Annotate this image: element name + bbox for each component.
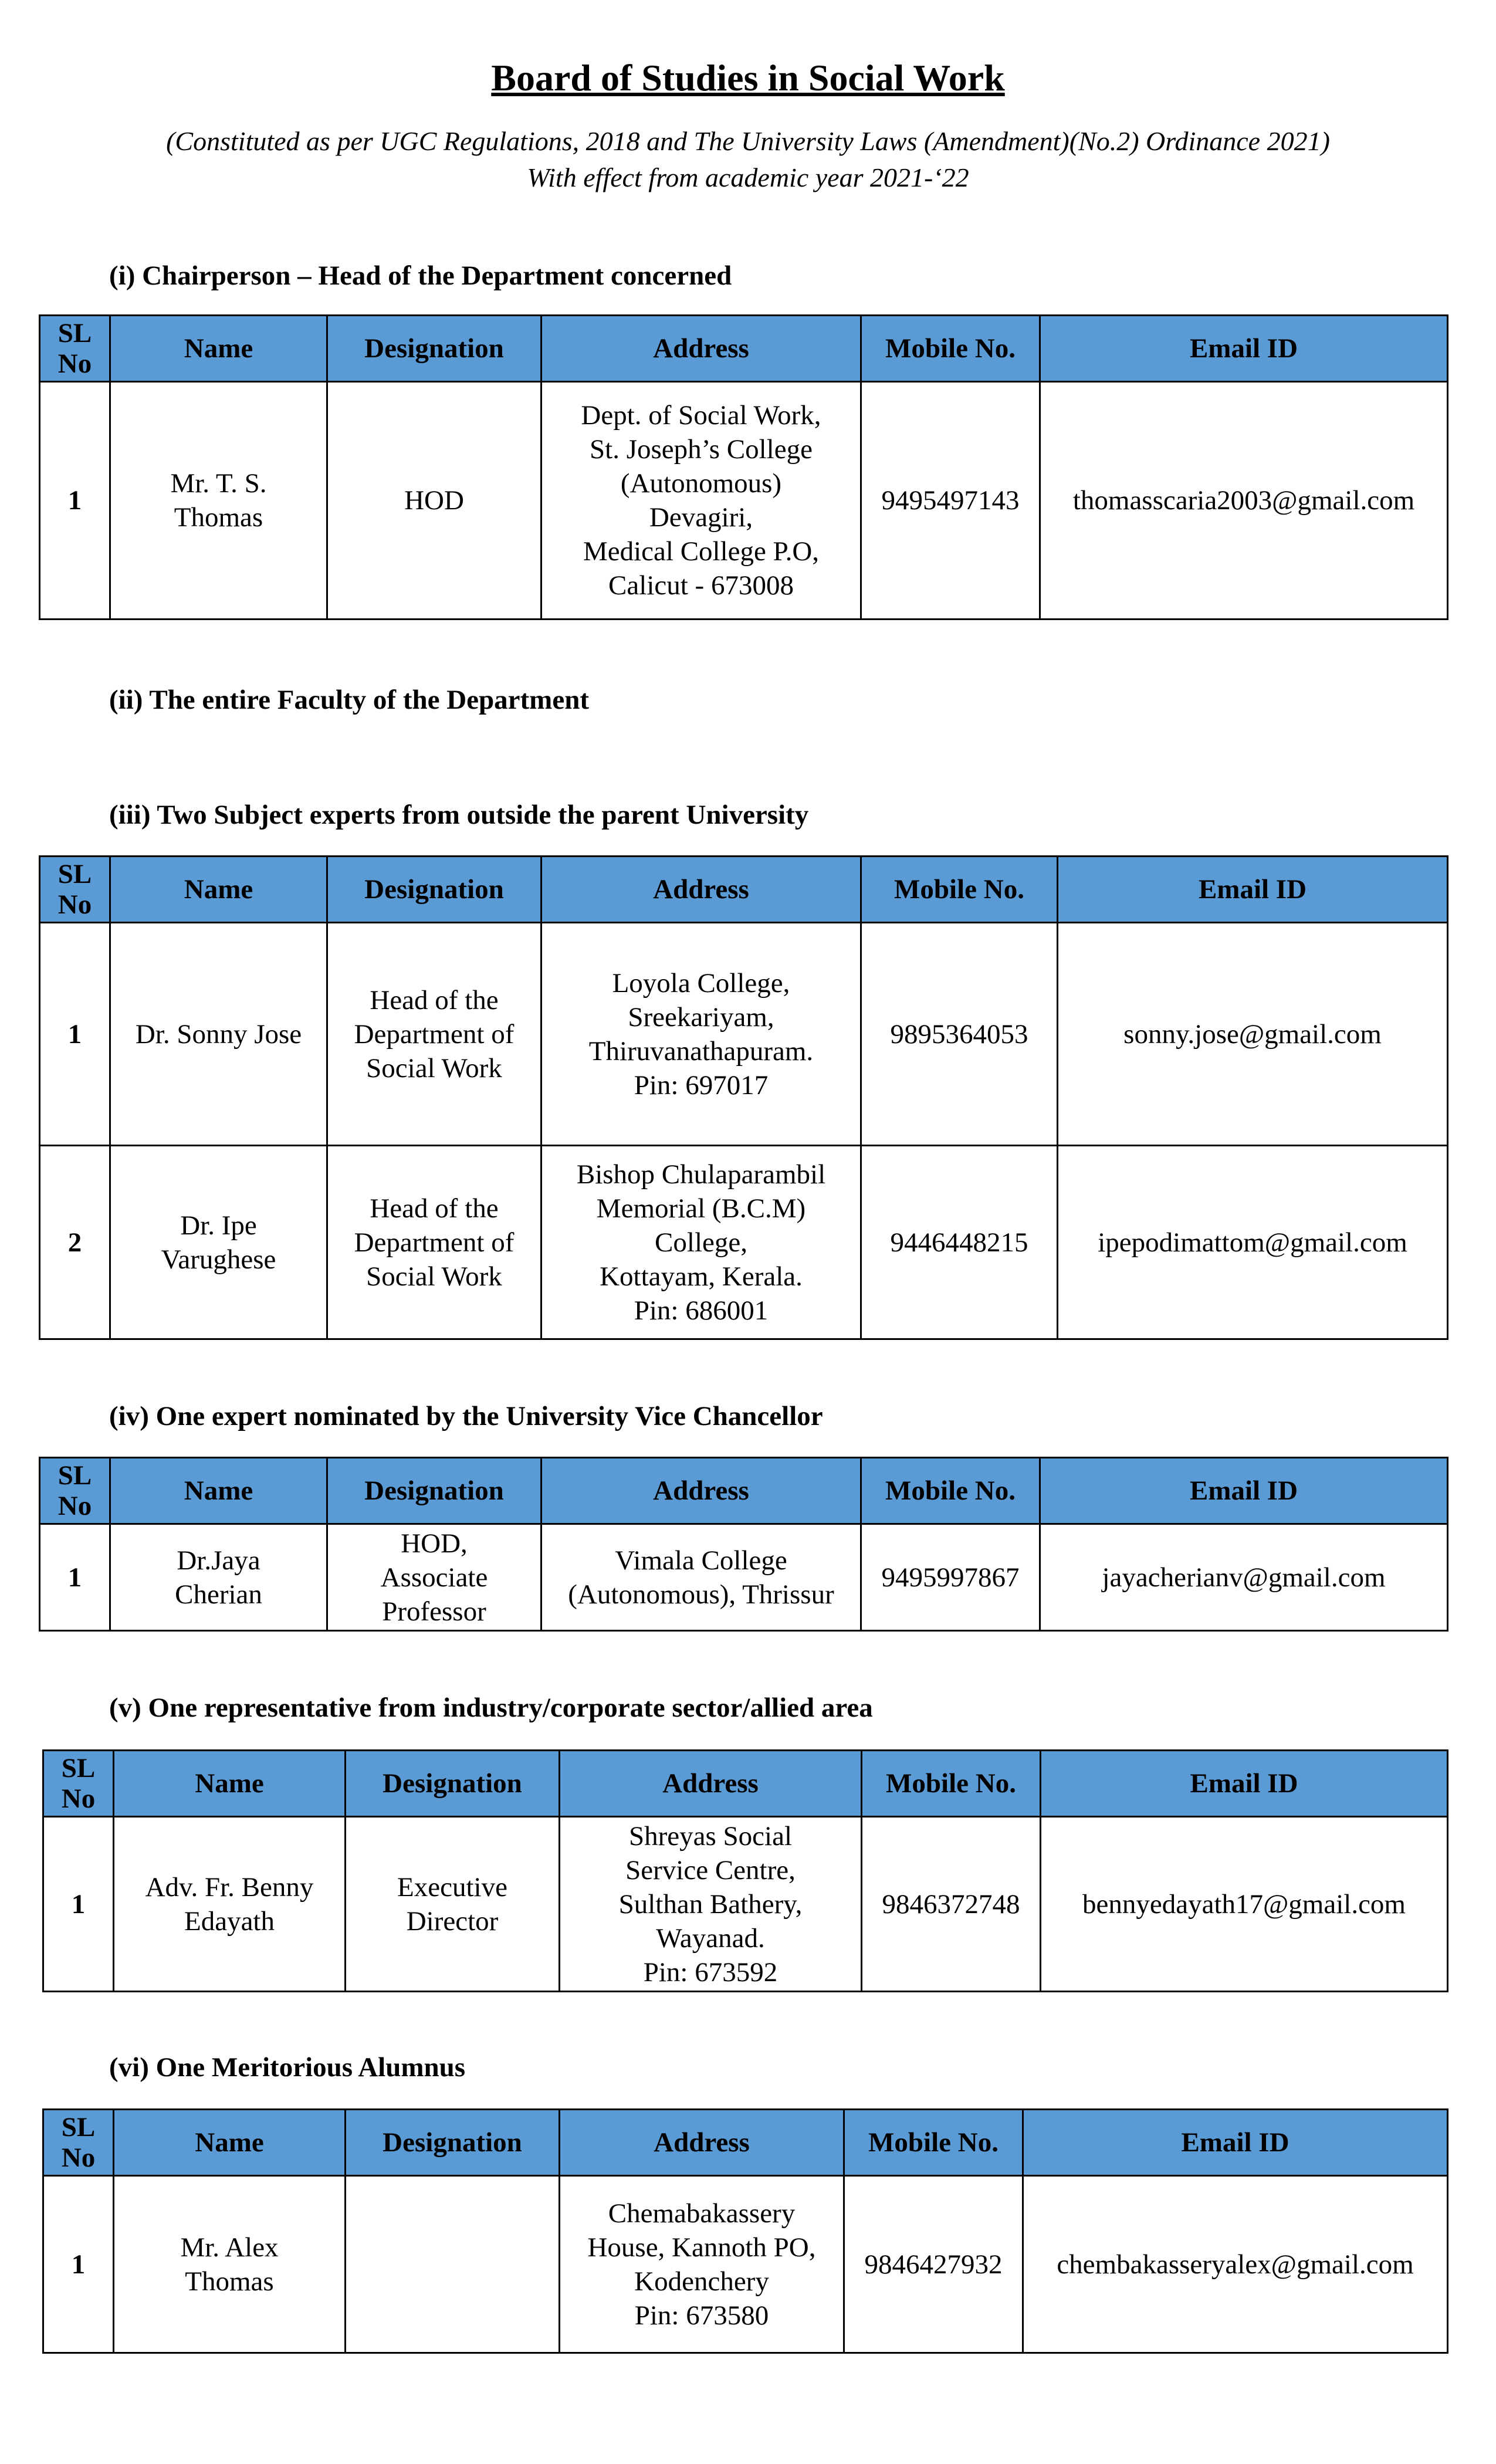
email-cell: ipepodimattom@gmail.com <box>1058 1146 1448 1339</box>
header-name: Name <box>110 857 327 923</box>
header-designation: Designation <box>327 1458 541 1524</box>
designation-cell: HOD, Associate Professor <box>327 1524 541 1631</box>
header-mobile: Mobile No. <box>844 2110 1023 2176</box>
name-cell: Dr. Ipe Varughese <box>110 1146 327 1339</box>
header-address: Address <box>541 1458 861 1524</box>
table-row <box>43 2176 1448 2353</box>
section-heading-vc-nominee: (iv) One expert nominated by the University Vice Chancellor <box>109 1401 823 1431</box>
header-designation: Designation <box>346 1751 560 1817</box>
header-sl-no: SL No <box>43 1751 114 1817</box>
table-row <box>40 1524 1448 1631</box>
page-title: Board of Studies in Social Work <box>491 57 1005 99</box>
address-cell: Bishop Chulaparambil Memorial (B.C.M) College, Kottayam, Kerala. Pin: 686001 <box>541 1146 861 1339</box>
name-cell: Dr.Jaya Cherian <box>110 1524 327 1631</box>
mobile-cell: 9446448215 <box>861 1146 1058 1339</box>
designation-cell: Head of the Department of Social Work <box>327 1146 541 1339</box>
address-cell: Vimala College (Autonomous), Thrissur <box>541 1524 861 1631</box>
address-cell: Chemabakassery House, Kannoth PO, Kodenchery Pin: 673580 <box>560 2176 844 2353</box>
table-row <box>40 923 1448 1146</box>
section-heading-faculty: (ii) The entire Faculty of the Department <box>109 685 589 715</box>
table-header-row <box>40 316 1448 382</box>
section-heading-subject-experts: (iii) Two Subject experts from outside the parent University <box>109 800 809 830</box>
designation-cell: Head of the Department of Social Work <box>327 923 541 1146</box>
sl-no-cell: 1 <box>43 2176 114 2353</box>
name-cell: Adv. Fr. Benny Edayath <box>114 1817 346 1992</box>
mobile-cell: 9846372748 <box>862 1817 1041 1992</box>
header-designation: Designation <box>327 316 541 382</box>
page-effective-date: With effect from academic year 2021-‘22 <box>527 163 969 192</box>
header-mobile: Mobile No. <box>861 857 1058 923</box>
header-sl-no: SL No <box>40 857 110 923</box>
header-mobile: Mobile No. <box>861 1458 1040 1524</box>
header-designation: Designation <box>346 2110 560 2176</box>
mobile-cell: 9495497143 <box>861 382 1040 620</box>
header-name: Name <box>110 1458 327 1524</box>
sl-no-cell: 1 <box>40 923 110 1146</box>
vc-nominee-table <box>39 1457 1448 1632</box>
header-email: Email ID <box>1041 1751 1448 1817</box>
address-cell: Loyola College, Sreekariyam, Thiruvanathapuram. Pin: 697017 <box>541 923 861 1146</box>
sl-no-cell: 1 <box>43 1817 114 1992</box>
table-row <box>40 1146 1448 1339</box>
mobile-cell: 9846427932 <box>844 2176 1023 2353</box>
sl-no-cell: 1 <box>40 1524 110 1631</box>
section-heading-chairperson: (i) Chairperson – Head of the Department concerned <box>109 260 732 291</box>
email-cell: chembakasseryalex@gmail.com <box>1023 2176 1448 2353</box>
header-address: Address <box>541 857 861 923</box>
sl-no-cell: 1 <box>40 382 110 620</box>
header-email: Email ID <box>1058 857 1448 923</box>
sl-no-cell: 2 <box>40 1146 110 1339</box>
header-designation: Designation <box>327 857 541 923</box>
table-header-row <box>43 2110 1448 2176</box>
designation-cell: Executive Director <box>346 1817 560 1992</box>
header-mobile: Mobile No. <box>862 1751 1041 1817</box>
designation-cell: HOD <box>327 382 541 620</box>
header-name: Name <box>114 1751 346 1817</box>
header-address: Address <box>560 1751 862 1817</box>
email-cell: thomasscaria2003@gmail.com <box>1040 382 1448 620</box>
header-name: Name <box>114 2110 346 2176</box>
name-cell: Mr. Alex Thomas <box>114 2176 346 2353</box>
email-cell: jayacherianv@gmail.com <box>1040 1524 1448 1631</box>
table-row <box>40 382 1448 620</box>
name-cell: Mr. T. S. Thomas <box>110 382 327 620</box>
industry-rep-table <box>42 1749 1448 1992</box>
header-sl-no: SL No <box>40 316 110 382</box>
table-header-row <box>40 857 1448 923</box>
subject-experts-table <box>39 855 1448 1340</box>
table-row <box>43 1817 1448 1992</box>
header-name: Name <box>110 316 327 382</box>
header-address: Address <box>560 2110 844 2176</box>
alumnus-table <box>42 2108 1448 2354</box>
header-email: Email ID <box>1040 316 1448 382</box>
header-sl-no: SL No <box>43 2110 114 2176</box>
section-heading-alumnus: (vi) One Meritorious Alumnus <box>109 2052 466 2083</box>
mobile-cell: 9895364053 <box>861 923 1058 1146</box>
mobile-cell: 9495997867 <box>861 1524 1040 1631</box>
name-cell: Dr. Sonny Jose <box>110 923 327 1146</box>
table-header-row <box>40 1458 1448 1524</box>
header-email: Email ID <box>1040 1458 1448 1524</box>
address-cell: Dept. of Social Work, St. Joseph’s College (Autonomous) Devagiri, Medical College P.O, Calicut - 673008 <box>541 382 861 620</box>
email-cell: bennyedayath17@gmail.com <box>1041 1817 1448 1992</box>
designation-cell <box>346 2176 560 2353</box>
section-heading-industry-rep: (v) One representative from industry/corporate sector/allied area <box>109 1693 873 1723</box>
email-cell: sonny.jose@gmail.com <box>1058 923 1448 1146</box>
header-address: Address <box>541 316 861 382</box>
table-header-row <box>43 1751 1448 1817</box>
header-mobile: Mobile No. <box>861 316 1040 382</box>
page-subtitle: (Constituted as per UGC Regulations, 2018 and The University Laws (Amendment)(No.2) Ordinance 2021) <box>166 126 1330 156</box>
header-email: Email ID <box>1023 2110 1448 2176</box>
chairperson-table <box>39 314 1448 620</box>
address-cell: Shreyas Social Service Centre, Sulthan Bathery, Wayanad. Pin: 673592 <box>560 1817 862 1992</box>
header-sl-no: SL No <box>40 1458 110 1524</box>
